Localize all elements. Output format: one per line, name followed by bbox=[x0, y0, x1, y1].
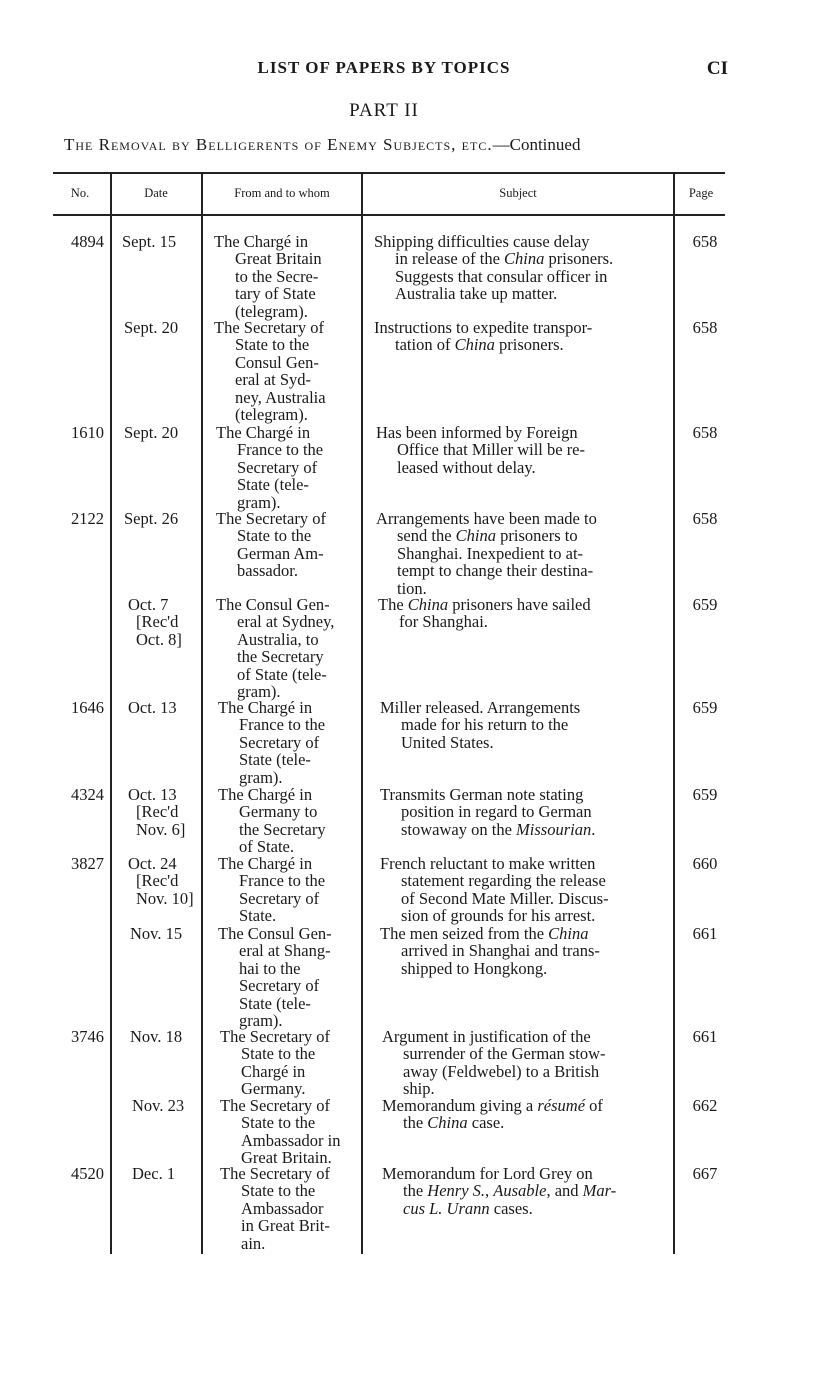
page-number: 659 bbox=[692, 785, 718, 804]
page-number: 661 bbox=[692, 1027, 718, 1046]
subject-line: statement regarding the release bbox=[401, 871, 606, 891]
from-line: The Chargé in bbox=[218, 854, 313, 873]
subject-line: Suggests that consular officer in bbox=[395, 266, 608, 286]
from-line: France to the bbox=[239, 871, 326, 891]
subject-line: Memorandum for Lord Grey on bbox=[382, 1164, 593, 1183]
from-line: Australia, to bbox=[237, 629, 319, 649]
from-to-cell bbox=[216, 596, 362, 700]
subject-line: Office that Miller will be re- bbox=[397, 440, 586, 460]
from-line: State (tele- bbox=[237, 475, 309, 495]
from-line: The Chargé in bbox=[218, 785, 313, 804]
subject-line: leased without delay. bbox=[397, 457, 536, 477]
column-header-page: Page bbox=[688, 186, 714, 200]
section-title-text: The Removal by Belligerents of Enemy Subjects, etc. bbox=[64, 135, 493, 154]
from-to-cell bbox=[214, 233, 360, 320]
from-line: Chargé in bbox=[241, 1061, 306, 1081]
from-line: gram). bbox=[239, 1011, 283, 1031]
subject-line: Australia take up matter. bbox=[395, 284, 558, 304]
from-line: eral at Sydney, bbox=[237, 612, 335, 632]
from-line: hai to the bbox=[239, 958, 301, 978]
subject-italic: Ausable bbox=[493, 1181, 547, 1201]
subject-italic: Missourian bbox=[516, 819, 592, 839]
subject-italic: résumé bbox=[537, 1096, 586, 1115]
from-line: eral at Syd- bbox=[235, 370, 312, 390]
running-title: LIST OF PAPERS BY TOPICS bbox=[257, 58, 511, 77]
from-to-cell bbox=[220, 1165, 366, 1252]
date-line: Nov. 15 bbox=[130, 924, 183, 943]
subject-cell bbox=[378, 596, 676, 631]
subject-line: ship. bbox=[403, 1079, 435, 1099]
from-line: The Consul Gen- bbox=[216, 595, 330, 614]
from-line: The Secretary of bbox=[216, 509, 326, 528]
subject-line: of Second Mate Miller. Discus- bbox=[401, 888, 609, 908]
part-title: PART II bbox=[349, 100, 419, 121]
subject-text: cases. bbox=[489, 1198, 533, 1218]
from-line: State to the bbox=[235, 335, 310, 355]
from-line: The Secretary of bbox=[220, 1164, 330, 1183]
subject-italic: cus L. Urann bbox=[403, 1198, 490, 1218]
subject-line bbox=[382, 1182, 680, 1199]
from-to-cell bbox=[218, 925, 364, 1029]
subject-line: for Shanghai. bbox=[399, 612, 488, 632]
date-line: Sept. 26 bbox=[124, 509, 179, 528]
subject-line: Has been informed by Foreign bbox=[376, 423, 578, 442]
from-to-cell bbox=[218, 855, 364, 925]
from-line: bassador. bbox=[237, 561, 298, 581]
from-line: of State (tele- bbox=[237, 664, 327, 684]
subject-text: send the bbox=[397, 526, 456, 546]
section-title bbox=[64, 135, 714, 155]
from-to-cell bbox=[218, 699, 364, 786]
from-line: ney, Australia bbox=[235, 387, 326, 407]
page-folio: CI bbox=[706, 58, 728, 79]
subject-text: prisoners. bbox=[494, 335, 564, 355]
page-number: 658 bbox=[692, 318, 718, 337]
from-line: Secretary of bbox=[237, 457, 318, 477]
subject-line bbox=[382, 1200, 680, 1217]
doc-number: 1646 bbox=[71, 698, 104, 717]
from-line: The Chargé in bbox=[214, 232, 309, 251]
subject-cell bbox=[374, 319, 672, 354]
doc-number: 2122 bbox=[71, 509, 104, 528]
date-line: Nov. 6] bbox=[136, 819, 186, 839]
table-header-rule bbox=[53, 214, 725, 216]
from-line: gram). bbox=[239, 767, 283, 787]
subject-cell bbox=[376, 424, 674, 476]
subject-text: Memorandum giving a bbox=[382, 1096, 538, 1115]
from-line: gram). bbox=[237, 682, 281, 702]
from-line: (telegram). bbox=[235, 405, 308, 425]
doc-date bbox=[132, 1165, 230, 1182]
subject-text: the bbox=[403, 1181, 428, 1201]
subject-line: surrender of the German stow- bbox=[403, 1044, 606, 1064]
subject-text: prisoners to bbox=[496, 526, 578, 546]
subject-line: arrived in Shanghai and trans- bbox=[401, 941, 600, 961]
doc-date bbox=[124, 319, 222, 336]
from-line: tary of State bbox=[235, 284, 316, 304]
from-line: France to the bbox=[239, 715, 326, 735]
from-line: France to the bbox=[237, 440, 324, 460]
subject-cell bbox=[380, 786, 678, 838]
page-number: 667 bbox=[692, 1164, 718, 1183]
subject-text: in release of the bbox=[395, 249, 505, 269]
subject-text: case. bbox=[467, 1113, 505, 1133]
from-to-cell bbox=[220, 1097, 366, 1167]
page-number: 659 bbox=[692, 698, 718, 717]
subject-line: made for his return to the bbox=[401, 715, 569, 735]
page-number: 658 bbox=[692, 509, 718, 528]
subject-line: position in regard to German bbox=[401, 802, 592, 822]
subject-text: the bbox=[403, 1113, 428, 1133]
subject-cell bbox=[382, 1097, 680, 1132]
date-line: Sept. 15 bbox=[122, 232, 177, 251]
doc-number: 4894 bbox=[71, 232, 104, 251]
doc-date bbox=[122, 233, 220, 250]
from-to-cell bbox=[214, 319, 360, 423]
from-line: Great Britain bbox=[235, 249, 322, 269]
from-line: in Great Brit- bbox=[241, 1216, 330, 1236]
doc-date bbox=[130, 925, 228, 942]
subject-line: Argument in justification of the bbox=[382, 1027, 591, 1046]
from-line: The Secretary of bbox=[214, 318, 324, 337]
subject-line: French reluctant to make written bbox=[380, 854, 596, 873]
subject-line bbox=[380, 925, 678, 942]
subject-italic: China bbox=[548, 924, 589, 943]
subject-text: of bbox=[585, 1096, 603, 1115]
subject-line: Shipping difficulties cause delay bbox=[374, 232, 590, 251]
subject-italic: Henry S. bbox=[427, 1181, 486, 1201]
column-header-subject: Subject bbox=[499, 186, 537, 200]
date-line: Nov. 23 bbox=[132, 1096, 185, 1115]
doc-number: 4324 bbox=[71, 785, 104, 804]
subject-italic: Mar- bbox=[582, 1181, 617, 1201]
date-line: [Rec'd bbox=[136, 871, 179, 891]
from-line: Ambassador in bbox=[241, 1130, 341, 1150]
from-line: The Consul Gen- bbox=[218, 924, 332, 943]
from-line: Secretary of bbox=[239, 976, 320, 996]
subject-cell bbox=[374, 233, 672, 303]
from-line: German Am- bbox=[237, 543, 324, 563]
doc-date bbox=[130, 1028, 228, 1045]
from-line: State. bbox=[239, 906, 277, 926]
subject-line: away (Feldwebel) to a British bbox=[403, 1061, 600, 1081]
from-to-cell bbox=[220, 1028, 366, 1098]
subject-cell bbox=[382, 1028, 680, 1098]
doc-number: 1610 bbox=[71, 423, 104, 442]
date-line: [Rec'd bbox=[136, 612, 179, 632]
from-to-cell bbox=[218, 786, 364, 856]
subject-text: prisoners have sailed bbox=[448, 595, 591, 614]
running-head bbox=[0, 58, 836, 82]
doc-date bbox=[128, 855, 226, 907]
subject-cell bbox=[382, 1165, 680, 1217]
from-line: Secretary of bbox=[239, 732, 320, 752]
subject-line bbox=[376, 527, 674, 544]
from-line: eral at Shang- bbox=[239, 941, 331, 961]
column-header-date: Date bbox=[144, 186, 168, 200]
subject-cell bbox=[380, 925, 678, 977]
from-line: the Secretary bbox=[239, 819, 326, 839]
date-line: Oct. 13 bbox=[128, 698, 177, 717]
from-line: Germany to bbox=[239, 802, 318, 822]
subject-cell bbox=[376, 510, 674, 597]
date-line: Dec. 1 bbox=[132, 1164, 176, 1183]
from-line: State to the bbox=[241, 1113, 316, 1133]
section-continued: —Continued bbox=[492, 135, 581, 154]
subject-italic: China bbox=[427, 1113, 468, 1133]
date-line: Oct. 8] bbox=[136, 629, 182, 649]
from-line: (telegram). bbox=[235, 301, 308, 321]
subject-line: Arrangements have been made to bbox=[376, 509, 597, 528]
date-line: [Rec'd bbox=[136, 802, 179, 822]
subject-line: tion. bbox=[397, 578, 427, 598]
subject-cell bbox=[380, 855, 678, 925]
from-line: State (tele- bbox=[239, 750, 311, 770]
from-line: State to the bbox=[237, 526, 312, 546]
subject-text: . bbox=[591, 819, 596, 839]
date-line: Sept. 20 bbox=[124, 423, 179, 442]
from-line: The Chargé in bbox=[218, 698, 313, 717]
from-line: Consul Gen- bbox=[235, 352, 319, 372]
doc-date bbox=[124, 424, 222, 441]
from-to-cell bbox=[216, 510, 362, 580]
column-rule-1 bbox=[110, 174, 112, 1254]
doc-date bbox=[128, 596, 226, 648]
column-header-from-to: From and to whom bbox=[234, 186, 330, 200]
page-number: 662 bbox=[692, 1096, 718, 1115]
doc-number: 4520 bbox=[71, 1164, 104, 1183]
subject-line: Transmits German note stating bbox=[380, 785, 584, 804]
subject-cell bbox=[380, 699, 678, 751]
subject-text: stowaway on the bbox=[401, 819, 517, 839]
subject-italic: China bbox=[407, 595, 449, 614]
from-line: Secretary of bbox=[239, 888, 320, 908]
from-line: Great Britain. bbox=[241, 1148, 332, 1168]
subject-line bbox=[374, 250, 672, 267]
from-line: The Secretary of bbox=[220, 1096, 330, 1115]
subject-line: Miller released. Arrangements bbox=[380, 698, 581, 717]
subject-line bbox=[382, 1097, 680, 1114]
date-line: Sept. 20 bbox=[124, 318, 179, 337]
doc-number: 3827 bbox=[71, 854, 104, 873]
column-header-no: No. bbox=[70, 186, 90, 200]
subject-text: prisoners. bbox=[544, 249, 614, 269]
doc-date bbox=[128, 786, 226, 838]
page-number: 658 bbox=[692, 423, 718, 442]
from-line: The Chargé in bbox=[216, 423, 311, 442]
subject-italic: China bbox=[454, 335, 495, 355]
from-to-cell bbox=[216, 424, 362, 511]
subject-line bbox=[378, 596, 676, 613]
from-line: ain. bbox=[241, 1233, 266, 1253]
doc-number: 3746 bbox=[71, 1027, 104, 1046]
doc-date bbox=[124, 510, 222, 527]
subject-line bbox=[382, 1114, 680, 1131]
subject-text: , bbox=[485, 1181, 494, 1201]
subject-italic: China bbox=[455, 526, 496, 546]
page-number: 658 bbox=[692, 232, 718, 251]
subject-line: Shanghai. Inexpedient to at- bbox=[397, 543, 584, 563]
date-line: Oct. 24 bbox=[128, 854, 177, 873]
from-line: Ambassador bbox=[241, 1198, 324, 1218]
subject-line bbox=[374, 336, 672, 353]
subject-line bbox=[380, 821, 678, 838]
subject-text: The men seized from the bbox=[380, 924, 549, 943]
doc-date bbox=[128, 699, 226, 716]
from-line: State to the bbox=[241, 1181, 316, 1201]
from-line: State (tele- bbox=[239, 993, 311, 1013]
subject-line: shipped to Hongkong. bbox=[401, 958, 548, 978]
from-line: of State. bbox=[239, 837, 294, 857]
subject-text: tation of bbox=[395, 335, 455, 355]
page-number: 661 bbox=[692, 924, 718, 943]
from-line: State to the bbox=[241, 1044, 316, 1064]
from-line: The Secretary of bbox=[220, 1027, 330, 1046]
subject-text: , and bbox=[546, 1181, 583, 1201]
subject-line: tempt to change their destina- bbox=[397, 561, 594, 581]
table-top-rule bbox=[53, 172, 725, 174]
page-number: 659 bbox=[692, 595, 718, 614]
doc-date bbox=[132, 1097, 230, 1114]
subject-line: Instructions to expedite transpor- bbox=[374, 318, 593, 337]
from-line: the Secretary bbox=[237, 647, 324, 667]
from-line: gram). bbox=[237, 492, 281, 512]
subject-line: sion of grounds for his arrest. bbox=[401, 906, 596, 926]
subject-italic: China bbox=[504, 249, 545, 269]
date-line: Nov. 10] bbox=[136, 888, 194, 908]
from-line: Germany. bbox=[241, 1079, 306, 1099]
subject-text: The bbox=[378, 595, 408, 614]
subject-line: United States. bbox=[401, 732, 494, 752]
from-line: to the Secre- bbox=[235, 266, 319, 286]
date-line: Oct. 13 bbox=[128, 785, 177, 804]
date-line: Nov. 18 bbox=[130, 1027, 183, 1046]
page-number: 660 bbox=[692, 854, 718, 873]
date-line: Oct. 7 bbox=[128, 595, 169, 614]
